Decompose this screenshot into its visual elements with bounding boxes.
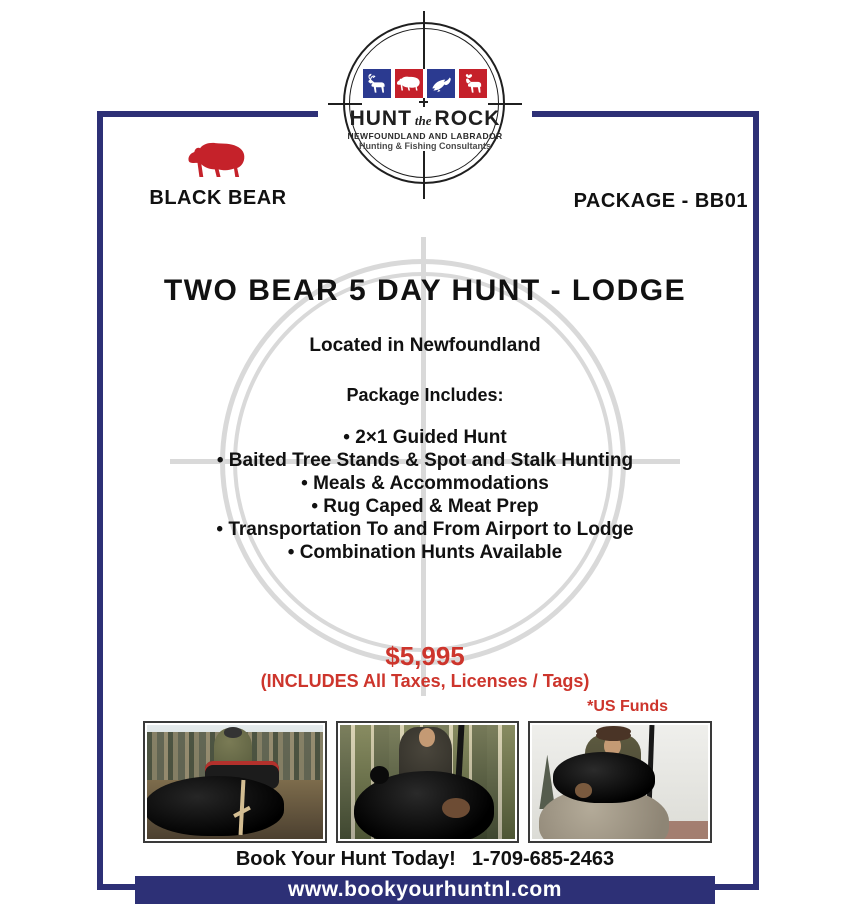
package-title: TWO BEAR 5 DAY HUNT - LODGE (163, 274, 687, 307)
website-url: www.bookyourhuntnl.com (288, 878, 562, 901)
package-code: PACKAGE - BB01 (573, 190, 748, 212)
logo-title (318, 107, 532, 131)
photo-art (147, 725, 323, 839)
logo-title-the: the (414, 113, 432, 128)
photo-art (340, 725, 516, 839)
moose-icon (459, 69, 487, 98)
caribou-icon (363, 69, 391, 98)
crosshair-center-plus (419, 101, 428, 103)
package-include-item: • Transportation To and From Airport to Lodge (0, 518, 850, 541)
includes-list (0, 426, 850, 564)
logo-title-rock: ROCK (434, 107, 501, 130)
red-bear-icon (186, 140, 250, 182)
photo-hunter-bear-on-rock (528, 721, 712, 843)
package-include-item: • Meals & Accommodations (0, 472, 850, 495)
package-include-item: • Combination Hunts Available (0, 541, 850, 564)
bear-snout-shape (442, 798, 470, 819)
package-include-item: • 2×1 Guided Hunt (0, 426, 850, 449)
logo-tagline: Hunting & Fishing Consultants (359, 141, 491, 151)
head-shape (419, 728, 435, 746)
hat-shape (596, 730, 631, 741)
cap-shape (224, 727, 242, 737)
bear-icon (395, 69, 423, 98)
website-bar (135, 876, 715, 904)
includes-heading: Package Includes: (346, 385, 504, 405)
package-include-item: • Baited Tree Stands & Spot and Stalk Hunting (0, 449, 850, 472)
salmon-icon (427, 69, 455, 98)
photo-hunter-rifle-black-bear (336, 721, 520, 843)
logo-title-hunt: HUNT (349, 107, 412, 130)
hunt-the-rock-logo (318, 6, 532, 204)
species-badge (140, 140, 296, 210)
book-line (0, 848, 850, 871)
bear-shape (147, 776, 284, 835)
phone-number: 1-709-685-2463 (471, 848, 615, 870)
photo-art (532, 725, 708, 839)
package-include-item: • Rug Caped & Meat Prep (0, 495, 850, 518)
currency-note: *US Funds (587, 698, 668, 715)
bear-ear-shape (370, 766, 389, 784)
photo-strip (143, 721, 712, 843)
price-note: (INCLUDES All Taxes, Licenses / Tags) (260, 671, 590, 691)
logo-subtitle: NEWFOUNDLAND AND LABRADOR (347, 131, 503, 141)
logo-animal-flags (363, 69, 487, 98)
bear-snout-shape (575, 783, 593, 798)
book-label: Book Your Hunt Today! (235, 848, 456, 870)
price: $5,995 (385, 641, 465, 671)
photo-hunter-atv-black-bear (143, 721, 327, 843)
location-line: Located in Newfoundland (309, 335, 541, 356)
bear-shape (553, 752, 655, 802)
species-label: BLACK BEAR (149, 187, 287, 209)
